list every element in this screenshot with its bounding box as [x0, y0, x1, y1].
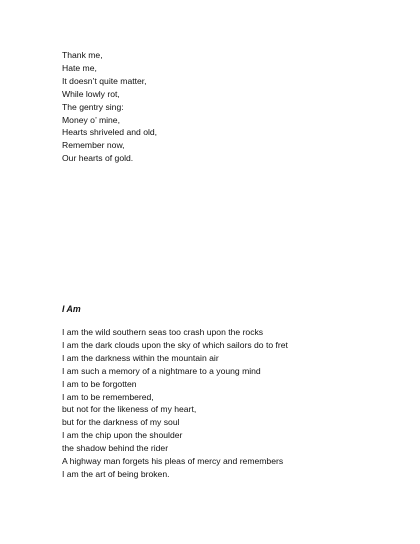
poem-line: I am the dark clouds upon the sky of which sailors do to fret — [62, 339, 288, 350]
poem-line: Remember now, — [62, 140, 125, 151]
poem-line: I am the wild southern seas too crash upon the rocks — [62, 327, 264, 337]
poem-line: the shadow behind the rider — [62, 443, 169, 454]
poem-line: Money o’ mine, — [62, 114, 120, 125]
poem-line: I am such a memory of a nightmare to a young mind — [62, 365, 261, 376]
poem-line: While lowly rot, — [62, 88, 120, 99]
poem-line: Our hearts of gold. — [62, 153, 134, 164]
poem-line: but not for the likeness of my heart, — [62, 404, 197, 415]
poem-i-am — [62, 326, 288, 481]
poem-line: The gentry sing: — [62, 101, 124, 112]
poem-title: I Am — [62, 304, 81, 314]
poem-stanza-1 — [62, 49, 157, 165]
poem-line: Hate me, — [62, 62, 97, 73]
poem-line: Thank me, — [62, 50, 103, 60]
poem-line: I am the art of being broken. — [62, 468, 170, 479]
poem-line: A highway man forgets his pleas of mercy and remembers — [62, 456, 284, 467]
poem-line: but for the darkness of my soul — [62, 417, 180, 428]
poem-line: Hearts shriveled and old, — [62, 127, 158, 138]
poem-line: It doesn’t quite matter, — [62, 75, 147, 86]
poem-line: I am the chip upon the shoulder — [62, 430, 183, 441]
poem-line: I am to be forgotten — [62, 378, 137, 389]
poem-line: I am the darkness within the mountain air — [62, 352, 219, 363]
poem-line: I am to be remembered, — [62, 391, 154, 402]
